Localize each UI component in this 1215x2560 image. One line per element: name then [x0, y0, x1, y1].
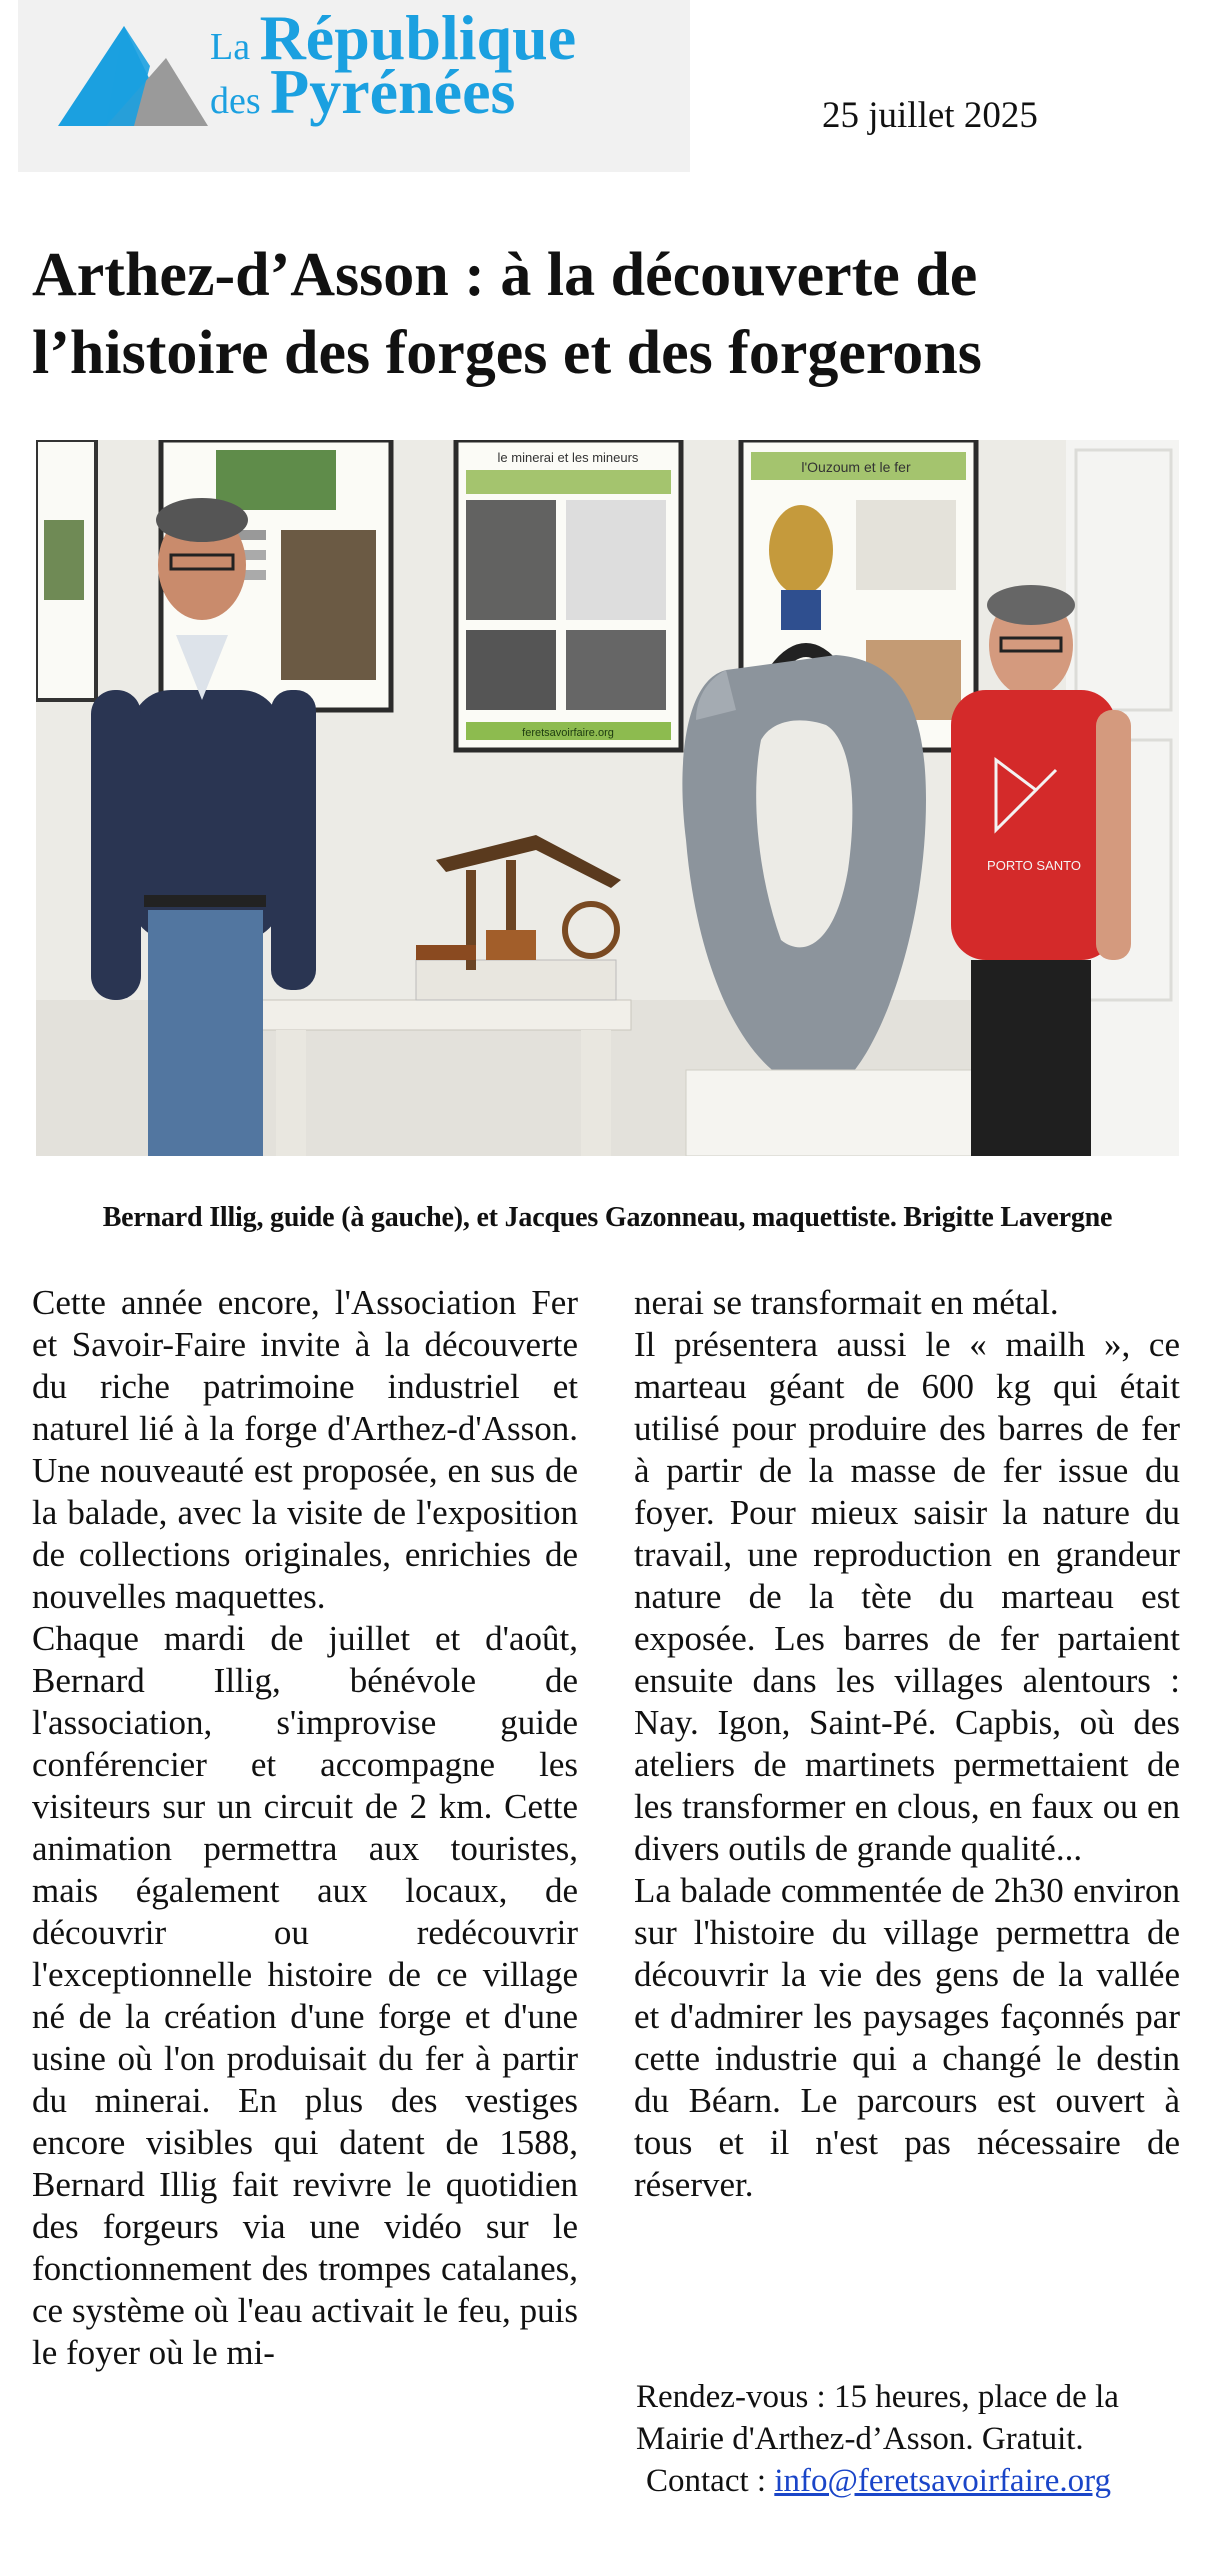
logo-des: des [210, 80, 261, 122]
newspaper-logo[interactable] [210, 2, 577, 127]
paragraph: Cette année encore, l'Association Fer et Savoir-Faire invite à la découverte du riche patrimoine industriel et naturel lié à la forge d'Arthez-d'Asson. Une nouveauté est proposée, en sus de la balade, avec la visite de l'exposition de collections originales, enrichies de nouvelles maquettes. [32, 1283, 578, 1616]
event-info [636, 2376, 1196, 2502]
article-column-right [634, 1282, 1180, 2206]
rendezvous-text: Rendez-vous : 15 heures, place de la Mairie d'Arthez-d’Asson. Gratuit. [636, 2379, 1119, 2457]
paragraph: Il présentera aussi le « mailh », ce marteau géant de 600 kg qui était utilisé pour produire des barres de fer à partir de la masse de fer issue du foyer. Pour mieux saisir la nature du travail, une reproduction en grandeur nature de la tète du marteau est exposée. Les barres de fer partaient ensuite dans les villages alentours : Nay. Igon, Saint-Pé. Capbis, où des ateliers de martinets permettaient de les transformer en clous, en faux ou en divers outils de grande qualité... [634, 1325, 1180, 1868]
masthead [18, 0, 690, 172]
panel-center-title: le minerai et les mineurs [497, 450, 639, 465]
contact-label: Contact : [646, 2463, 767, 2499]
contact-email-link[interactable]: info@feretsavoirfaire.org [774, 2463, 1112, 2499]
logo-pyrenees: Pyrénées [270, 56, 516, 127]
logo-republique: République [259, 2, 577, 73]
mountain-logo-icon [58, 18, 208, 128]
paragraph: nerai se transformait en métal. [634, 1283, 1059, 1322]
logo-la: La [210, 26, 251, 68]
paragraph: Chaque mardi de juillet et d'août, Bernard Illig, bénévole de l'association, s'improvise guide conférencier et accompagne les visiteurs sur un circuit de 2 km. Cette animation permettra aux touristes, mais également aux locaux, de découvrir ou redécouvrir l'exceptionnelle histoire de ce village né de la création d'une forge et d'une usine où l'on produisait du fer à partir du minerai. En plus des vestiges encore visibles qui datent de 1588, Bernard Illig fait revivre le quotidien des forgeurs via une vidéo sur le fonctionnement des trompes catalanes, ce système où l'eau activait le feu, puis le foyer où le mi- [32, 1619, 578, 2372]
article-column-left [32, 1282, 578, 2374]
panel-center-website: feretsavoirfaire.org [522, 727, 614, 739]
tshirt-print: PORTO SANTO [987, 858, 1081, 873]
publication-date: 25 juillet 2025 [822, 95, 1038, 136]
photo-caption: Bernard Illig, guide (à gauche), et Jacques Gazonneau, maquettiste. Brigitte Lavergne [102, 1202, 1113, 1233]
exhibition-photo [36, 440, 1179, 1156]
paragraph: La balade commentée de 2h30 environ sur l'histoire du village permettra de découvrir la vie des gens de la vallée et d'admirer les paysages façonnés par cette industrie qui a changé le destin du Béarn. Le parcours est ouvert à tous et il n'est pas nécessaire de réserver. [634, 1871, 1180, 2204]
panel-right-title: l'Ouzoum et le fer [801, 459, 911, 475]
contact-line [636, 2460, 1196, 2502]
article-headline: Arthez-d’Asson : à la découverte de l’histoire des forges et des forgerons [32, 241, 982, 387]
